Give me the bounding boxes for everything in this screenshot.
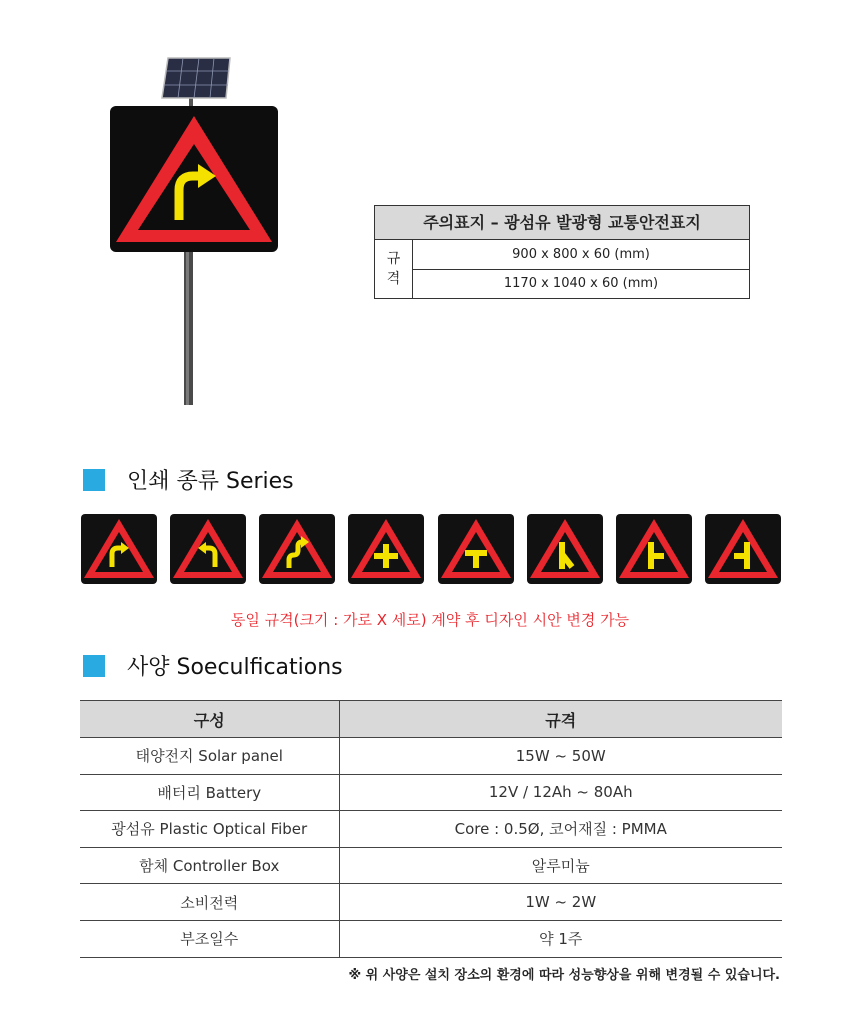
section-heading-series: [83, 464, 294, 495]
hero-sign-image: [100, 50, 290, 410]
spec-cell: 약 1주: [339, 920, 782, 957]
footnote: ※ 위 사양은 설치 장소의 환경에 따라 성능향상을 위해 변경될 수 있습니다.: [348, 968, 780, 983]
section-marker-icon: [83, 655, 105, 677]
component-cell: 소비전력: [80, 884, 339, 921]
table-row: [80, 884, 782, 921]
table-row: [80, 738, 782, 775]
spec-box-label: [375, 240, 413, 298]
size-row: 1170 x 1040 x 60 (mm): [413, 269, 749, 299]
section-marker-icon: [83, 469, 105, 491]
table-row: [80, 920, 782, 957]
table-row: [80, 847, 782, 884]
size-row: 900 x 800 x 60 (mm): [512, 246, 650, 262]
table-row: [80, 811, 782, 848]
spec-label-line2: 격: [386, 271, 401, 287]
series-thumbnails: [80, 512, 782, 588]
section-title: 인쇄 종류 Series: [127, 469, 294, 494]
sign-thumb-t-junction: [437, 512, 515, 586]
spec-cell: 1W ~ 2W: [339, 884, 782, 921]
component-cell: 배터리 Battery: [80, 774, 339, 811]
sign-thumb-right-side-junction: [615, 512, 693, 586]
spec-table: [80, 700, 782, 958]
spec-box-title: 주의표지 – 광섬유 발광형 교통안전표지: [375, 206, 749, 240]
spec-cell: 알루미늄: [339, 847, 782, 884]
component-cell: 광섬유 Plastic Optical Fiber: [80, 811, 339, 848]
component-cell: 함체 Controller Box: [80, 847, 339, 884]
component-cell: 태양전지 Solar panel: [80, 738, 339, 775]
spec-cell: 12V / 12Ah ~ 80Ah: [339, 774, 782, 811]
size-spec-box: [374, 205, 750, 299]
spec-label-line1: 규: [386, 251, 401, 267]
table-row: [80, 774, 782, 811]
section-heading-specs: [83, 650, 343, 681]
sign-thumb-left-side-junction: [704, 512, 782, 586]
sign-thumb-double-curve: [258, 512, 336, 586]
spec-cell: 15W ~ 50W: [339, 738, 782, 775]
sign-thumb-right-curve: [80, 512, 158, 586]
spec-cell: Core : 0.5Ø, 코어재질 : PMMA: [339, 811, 782, 848]
design-change-notice: 동일 규격(크기 : 가로 X 세로) 계약 후 디자인 시안 변경 가능: [230, 611, 630, 629]
sign-thumb-crossroad: [347, 512, 425, 586]
component-cell: 부조일수: [80, 920, 339, 957]
table-header-cell: 구성: [80, 701, 339, 738]
table-header-row: [80, 701, 782, 738]
sign-thumb-merge-junction: [526, 512, 604, 586]
section-title: 사양 Soeculfications: [127, 655, 343, 680]
sign-thumb-left-curve: [169, 512, 247, 586]
table-header-cell: 규격: [339, 701, 782, 738]
